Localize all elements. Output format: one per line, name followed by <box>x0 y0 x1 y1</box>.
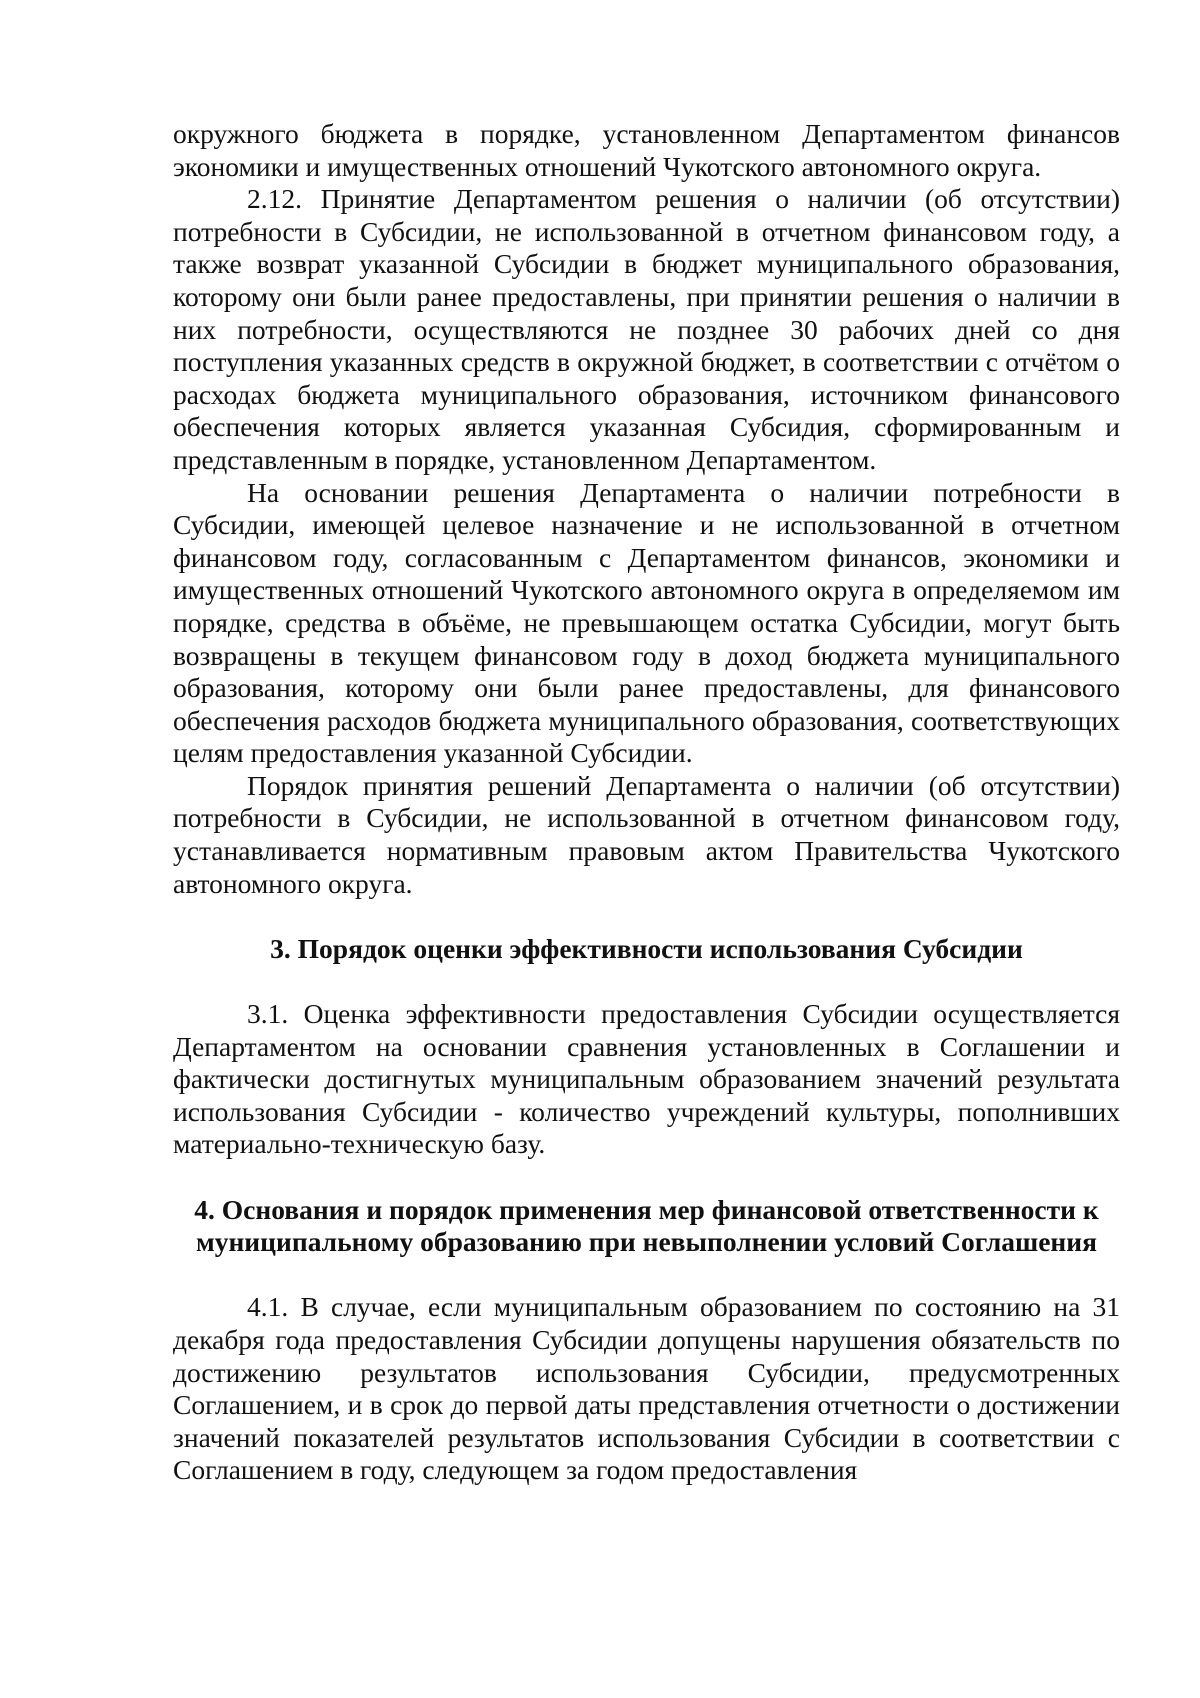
paragraph-2-12: 2.12. Принятие Департаментом решения о наличии (об отсутствии) потребности в Субсидии, не использованной в отчетном финансовом году, а также возврат указанной Субсидии в бюджет муниципального образования, которому они были ранее предоставлены, при принятии решения о наличии в них потребности, осуществляются не позднее 30 рабочих дней со дня поступления указанных средств в окружной бюджет, в соответствии с отчётом о расходах бюджета муниципального образования, источником финансового обеспечения которых является указанная Субсидия, сформированным и представленным в порядке, установленном Департаментом. <box>173 183 1120 475</box>
paragraph-decision-order: Порядок принятия решений Департамента о наличии (об отсутствии) потребности в Субсидии, не использованной в отчетном финансовом году, устанавливается нормативным правовым актом Правительства Чукотского автономного округа. <box>173 769 1120 899</box>
section-4-heading <box>173 1194 1120 1259</box>
section-4-heading-line-1: 4. Основания и порядок применения мер финансовой ответственности к <box>194 1193 1099 1225</box>
paragraph-return-decision: На основании решения Департамента о наличии потребности в Субсидии, имеющей целевое назначение и не использованной в отчетном финансовом году, согласованным с Департаментом финансов, экономики и имущественных отношений Чукотского автономного округа в определяемом им порядке, средства в объёме, не превышающем остатка Субсидии, могут быть возвращены в текущем финансовом году в доход бюджета муниципального образования, которому они были ранее предоставлены, для финансового обеспечения расходов бюджета муниципального образования, соответствующих целям предоставления указанной Субсидии. <box>173 476 1120 769</box>
paragraph-continuation: окружного бюджета в порядке, установленном Департаментом финансов экономики и имущественных отношений Чукотского автономного округа. <box>173 118 1120 182</box>
section-4-heading-line-2: муниципальному образованию при невыполнении условий Соглашения <box>195 1226 1097 1258</box>
spacer <box>173 965 1120 998</box>
paragraph-4-1: 4.1. В случае, если муниципальным образованием по состоянию на 31 декабря года предоставления Субсидии допущены нарушения обязательств по достижению результатов использования Субсидии, предусмотренных Соглашением, и в срок до первой даты представления отчетности о достижении значений показателей результатов использования Субсидии в соответствии с Соглашением в году, следующем за годом предоставления <box>173 1291 1120 1486</box>
paragraph-3-1: 3.1. Оценка эффективности предоставления Субсидии осуществляется Департаментом на основании сравнения установленных в Соглашении и фактически достигнутых муниципальным образованием значений результата использования Субсидии - количество учреждений культуры, пополнивших материально-техническую базу. <box>173 998 1120 1160</box>
section-3-heading: 3. Порядок оценки эффективности использования Субсидии <box>270 932 1023 964</box>
spacer <box>173 1259 1120 1292</box>
document-page <box>173 118 1120 1487</box>
spacer <box>173 1161 1120 1194</box>
spacer <box>173 900 1120 933</box>
